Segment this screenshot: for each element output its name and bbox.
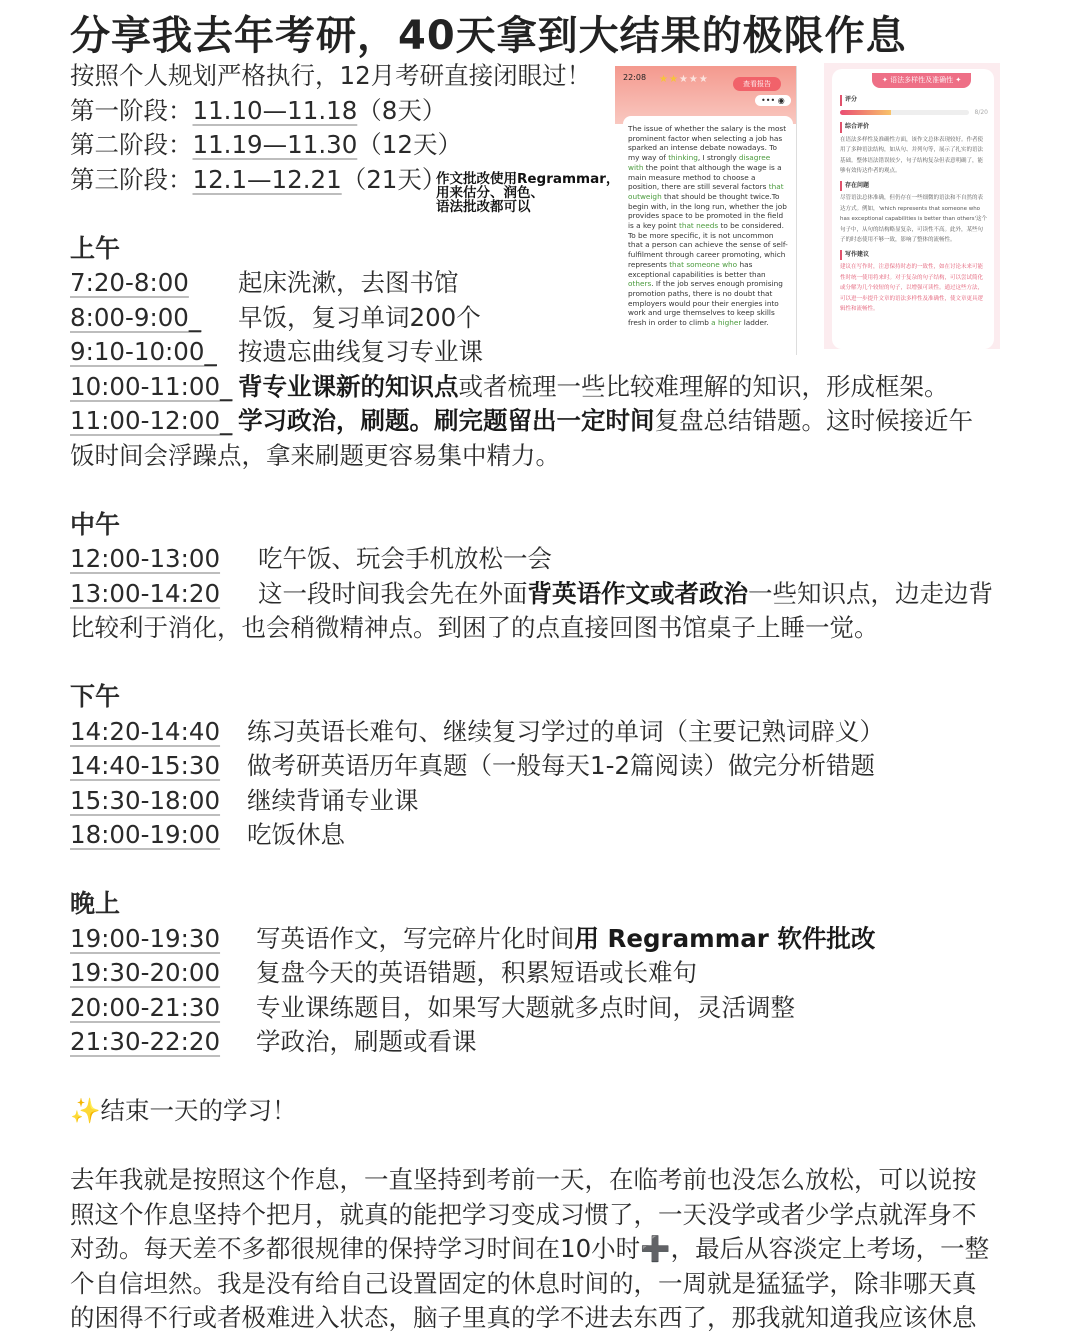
time-slot: 14:40-15:30: [70, 751, 221, 780]
time-slot: 19:30-20:00: [70, 958, 221, 987]
stage-days: （8天）: [357, 95, 447, 125]
schedule-row: [70, 749, 1020, 784]
bold-activity: 背专业课新的知识点: [238, 371, 459, 401]
summary-line: 对劲。每天差不多都很规律的保持学习时间在10小时➕，最后从容淡定上考场，一整: [70, 1234, 990, 1263]
sparkles-icon: ✨: [70, 1096, 101, 1125]
schedule-row: [70, 818, 1020, 853]
schedule-row: [70, 784, 1020, 819]
activity-text: 起床洗漱，去图书馆: [238, 268, 459, 297]
more-close-capsule-icon: ••• ◉: [755, 95, 791, 106]
grammar-report-screenshot: [824, 63, 1000, 349]
highlight-phrase: others: [628, 279, 652, 289]
activity-text: 或者梳理一些比较难理解的知识，形成框架。: [458, 371, 949, 401]
essay-text-run: to be considered. To be more specific, it is not uncommon that a person can achieve the sense of self-fulfilment through career promoting, which represents: [628, 221, 788, 269]
stage-dates: 11.10—11.18: [192, 95, 358, 125]
view-report-button: 查看报告: [733, 77, 781, 91]
schedule-row: [70, 1025, 1020, 1060]
stage-dates: 11.19—11.30: [192, 130, 358, 159]
report-section-heading: 写作建议: [840, 250, 988, 261]
time-slot: 13:00-14:20: [70, 578, 221, 608]
text-line: [70, 680, 1020, 715]
report-section-body: 在语法多样性及准确性方面，该作文总体表现较好。作者使用了多种语法结构，如从句、并列句等，展示了扎实的语法基础。整体语法错误较少，句子结构复杂但表意明确了，能够有效传达作者的观点。: [840, 136, 984, 174]
text-line: [70, 1129, 1020, 1164]
essay-text-run: ladder.: [741, 318, 769, 328]
bold-activity: 用 Regrammar 软件批改: [574, 923, 876, 953]
stage-label: 第二阶段：: [70, 130, 193, 159]
stage-days: （12天）: [357, 130, 462, 159]
rating-stars-icon: ★★★★★: [659, 74, 709, 85]
text-line: [70, 473, 1020, 508]
schedule-row: [70, 715, 1020, 750]
text-line: [70, 439, 1020, 474]
section-heading-noon: 中午: [70, 509, 121, 539]
activity-continuation: 饭时间会浮躁点，拿来刷题更容易集中精力。: [70, 440, 560, 470]
activity-text: 专业课练题目，如果写大题就多点时间，灵活调整: [256, 992, 795, 1022]
text-line: [70, 1232, 1020, 1267]
essay-text-run: The issue of whether the salary is the most prominent factor when selecting a job has sparked an intense debate nowadays. To my way of: [628, 124, 787, 163]
highlight-phrase: that someone who: [669, 259, 738, 269]
activity-text: 写英语作文，写完碎片化时间: [256, 923, 575, 953]
stage-label: 第一阶段：: [70, 95, 193, 125]
time-slot: 14:20-14:40: [70, 716, 221, 746]
essay-text-run: that should be thought twice.To begin with, in the long run, whether the job provides space to be promoted in the field is a key point: [628, 191, 787, 231]
activity-text: 继续背诵专业课: [247, 785, 419, 815]
highlight-phrase: that needs: [678, 221, 719, 231]
time-slot: 8:00-9:00_: [70, 302, 202, 332]
activity-text: 学政治，刷题或看课: [256, 1027, 477, 1056]
activity-text: 按遗忘曲线复习专业课: [238, 337, 483, 366]
bold-activity: 学习政治，刷题。刷完题留出一定时间: [238, 406, 655, 435]
schedule-row: [70, 404, 1020, 439]
essay-text: [623, 116, 793, 336]
stage-dates: 12.1—12.21: [192, 164, 342, 194]
text-line: [70, 1198, 1020, 1233]
category-pill: ✦ 语法多样性及准确性 ✦: [872, 73, 971, 88]
activity-text: 练习英语长难句、继续复习学过的单词（主要记熟词辟义）: [247, 716, 884, 746]
report-section-heading: 存在问题: [840, 181, 988, 192]
report-section-heading: 综合评价: [840, 122, 988, 133]
activity-text: 复盘今天的英语错题，积累短语或长难句: [256, 958, 697, 987]
text-line: [70, 1094, 1020, 1129]
report-section-body: 尽管语法总体准确，但仍存在一些细微的语法和不自然的表达方式。例如，'which represents that someone who has exceptional capabilities is better than others'这个句子中，从句的结构略显复杂，可读性不高。此外，某些句子的时态使用不够一致，影响了整体的流畅性。: [840, 195, 988, 243]
score-value: 8/20: [974, 108, 988, 116]
schedule-row: [70, 956, 1020, 991]
bold-activity: 背英语作文或者政治: [527, 578, 748, 608]
activity-text: 这一段时间我会先在外面: [258, 578, 528, 608]
activity-text: 吃午饭、玩会手机放松一会: [258, 544, 552, 573]
summary-line: 个自信坦然。我是没有给自己设置固定的休息时间的，一周就是猛猛学，除非哪天真: [70, 1268, 977, 1298]
page-title: 分享我去年考研，40天拿到大结果的极限作息: [70, 13, 907, 59]
activity-text: 一些知识点，边走边背: [748, 578, 993, 608]
time-slot: 20:00-21:30: [70, 992, 221, 1022]
text-line: [70, 1163, 1020, 1198]
text-line: [70, 611, 1020, 646]
text-line: [70, 1060, 1020, 1095]
section-heading-afternoon: 下午: [70, 682, 121, 711]
score-bar: [840, 108, 988, 119]
ending-text: 结束一天的学习！: [100, 1096, 297, 1125]
stage-days: （21天）: [341, 164, 447, 194]
note-line: 用来估分、润色、: [436, 185, 544, 201]
text-line: [70, 853, 1020, 888]
note-line: 语法批改都可以: [436, 199, 531, 215]
time-slot: 19:00-19:30: [70, 923, 221, 953]
schedule-row: [70, 370, 1020, 405]
essay-screenshot: [615, 66, 797, 355]
intro-text: 按照个人规划严格执行，12月考研直接闭眼过！: [70, 61, 592, 90]
activity-text: 吃饭休息: [247, 820, 345, 849]
schedule-row: [70, 991, 1020, 1026]
time-slot: 15:30-18:00: [70, 785, 221, 815]
essay-text-run: has exceptional capabilities is better than: [628, 259, 766, 279]
regrammar-note: [436, 172, 619, 214]
text-line: [70, 508, 1020, 543]
note-line: 作文批改使用Regrammar，: [436, 171, 620, 187]
time-slot: 18:00-19:00: [70, 820, 221, 849]
schedule-row: [70, 542, 1020, 577]
time-slot: 9:10-10:00_: [70, 337, 217, 366]
activity-text: 复盘总结错题。这时候接近午: [654, 406, 973, 435]
summary-line: 的困得不行或者极难进入状态，脑子里真的学不进去东西了，那我就知道我应该休息: [70, 1303, 977, 1332]
text-line: [70, 1267, 1020, 1302]
activity-text: 做考研英语历年真题（一般每天1-2篇阅读）做完分析错题: [247, 751, 876, 780]
text-line: [70, 646, 1020, 681]
summary-line: 照这个作息坚持个把月，就真的能把学习变成习惯了，一天没学或者少学点就浑身不: [70, 1199, 977, 1229]
highlight-phrase: that outweigh: [628, 182, 784, 201]
text-line: [70, 1301, 1020, 1336]
highlight-phrase: disagree with: [628, 153, 771, 172]
time-slot: 7:20-8:00: [70, 268, 189, 297]
highlight-phrase: a higher: [711, 318, 742, 328]
score-heading: 评分: [840, 95, 988, 106]
activity-text: 早饭，复习单词200个: [238, 302, 481, 332]
essay-text-run: . If the job serves enough promising promotion paths, there is no doubt that employers would pour their energies into work and urge themselves to keep skills fresh in order to climb: [628, 279, 783, 328]
stage-label: 第三阶段：: [70, 164, 193, 194]
time-slot: 12:00-13:00: [70, 544, 221, 573]
time-slot: 11:00-12:00_: [70, 406, 233, 435]
activity-continuation: 比较利于消化，也会稍微精神点。到困了的点直接回图书馆桌子上睡一觉。: [70, 613, 879, 642]
highlight-phrase: thinking: [668, 153, 698, 163]
essay-text-run: the point that although the wage is a main measure method to choose a position, there are still several factors: [628, 162, 782, 192]
time-slot: 21:30-22:20: [70, 1027, 221, 1056]
essay-text-run: , I strongly: [697, 153, 739, 163]
text-line: [70, 887, 1020, 922]
section-heading-morning: 上午: [70, 233, 121, 263]
section-heading-evening: 晚上: [70, 889, 121, 918]
schedule-row: [70, 577, 1020, 612]
report-section-body: 建议在写作时，注意保持时态的一致性，如在讨论未来可能性时统一使用将来时。对于复杂的句子结构，可以尝试简化或分解为几个较短的句子，以增强可读性。通过这些方法，可以进一步提升文章的语法多样性及准确性，使文章更具逻辑性和流畅性。: [840, 264, 984, 312]
summary-line: 去年我就是按照这个作息，一直坚持到考前一天，在临考前也没怎么放松，可以说按: [70, 1165, 977, 1194]
status-time: 22:08: [623, 73, 647, 82]
time-slot: 10:00-11:00_: [70, 371, 233, 401]
schedule-row: [70, 922, 1020, 957]
